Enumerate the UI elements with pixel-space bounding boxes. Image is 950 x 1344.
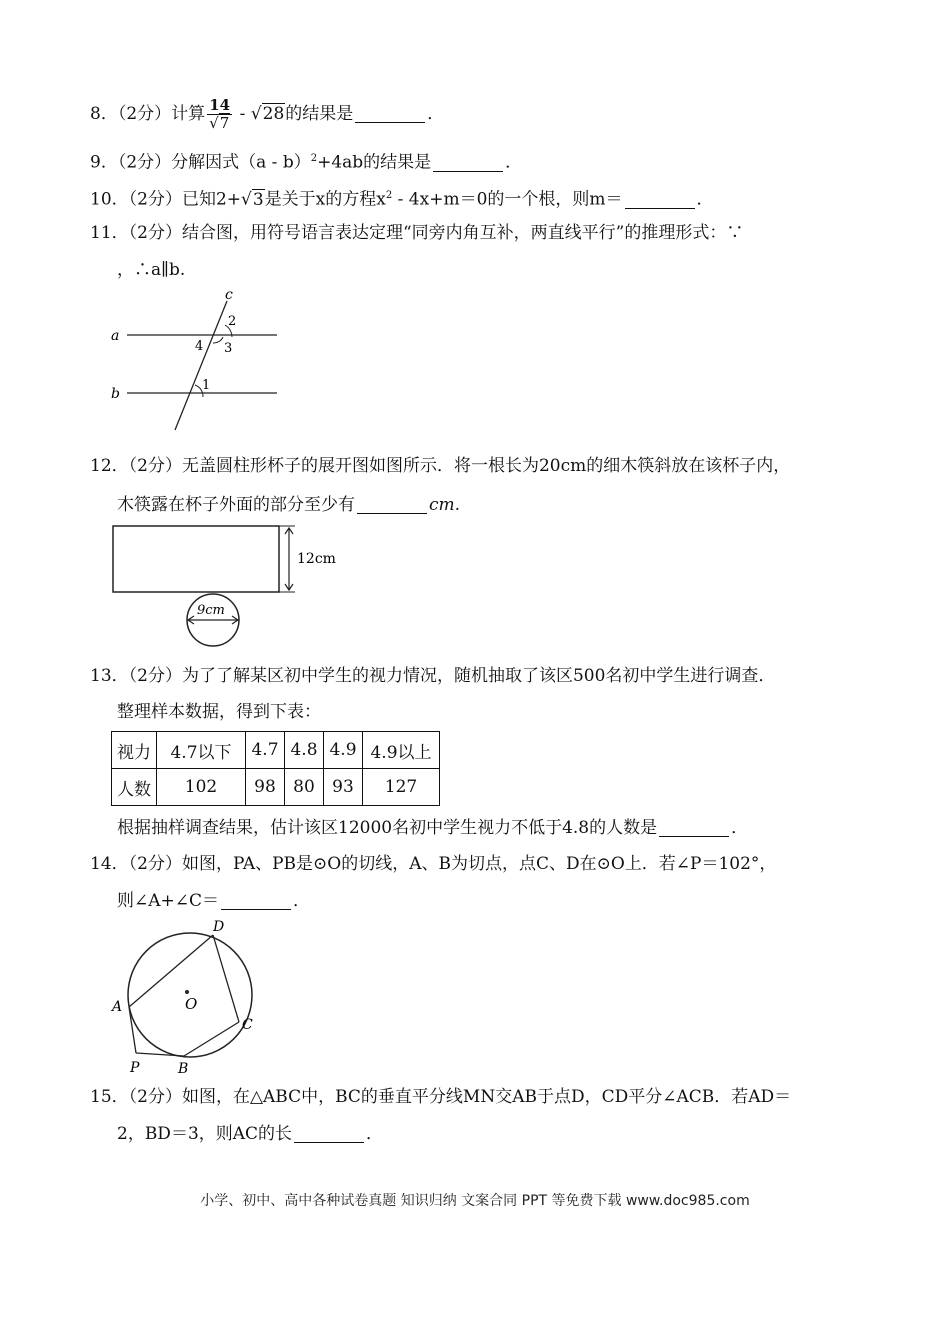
- table-cell: 4.9: [324, 732, 363, 769]
- question-15-line2: 2，BD＝3，则AC的长 ．: [117, 1124, 384, 1144]
- table-cell: 4.7以下: [157, 732, 246, 769]
- table-cell: 4.8: [285, 732, 324, 769]
- q8-minus: -: [234, 104, 251, 124]
- question-11-line1: 11．（2分）结合图，用符号语言表达定理“同旁内角互补，两直线平行”的推理形式：∵: [90, 223, 744, 243]
- parallel-lines-figure: [105, 285, 285, 435]
- q8-tail: 的结果是: [285, 104, 354, 124]
- q10-mid: 是关于x的方程x: [264, 189, 386, 210]
- table-cell: 102: [157, 769, 246, 806]
- table-cell: 4.7: [246, 732, 285, 769]
- diameter-label: 9cm: [197, 603, 225, 618]
- fraction-denominator: 7: [219, 114, 230, 132]
- label-C: C: [242, 1017, 253, 1033]
- answer-blank[interactable]: [294, 1124, 364, 1143]
- q8-sqrt-value: 28: [262, 104, 285, 124]
- table-cell: 人数: [112, 769, 157, 806]
- question-14-line1: 14．（2分）如图，PA、PB是⊙O的切线，A、B为切点，点C、D在⊙O上．若∠P＝102°，: [90, 854, 777, 874]
- angle-4: 4: [195, 339, 204, 354]
- label-B: B: [178, 1061, 189, 1075]
- label-P: P: [130, 1060, 140, 1075]
- q9-text: 9．（2分）分解因式（a - b）: [90, 152, 311, 173]
- height-label: 12cm: [297, 551, 336, 567]
- label-D: D: [213, 919, 225, 935]
- table-cell: 4.9以上: [363, 732, 440, 769]
- angle-3: 3: [224, 341, 233, 356]
- fraction: $\frac{14}{√7}$: [207, 97, 232, 132]
- question-13-line3: 根据抽样调查结果，估计该区12000名初中学生视力不低于4.8的人数是 ．: [117, 818, 749, 838]
- label-b: b: [111, 386, 120, 402]
- answer-blank[interactable]: [433, 153, 503, 172]
- answer-blank[interactable]: [659, 818, 729, 837]
- question-12-line1: 12．（2分）无盖圆柱形杯子的展开图如图所示．将一根长为20cm的细木筷斜放在该杯子内，: [90, 456, 791, 476]
- q8-prefix: 8．（2分）计算: [90, 104, 206, 124]
- question-9: 9．（2分）分解因式（a - b）$^2$+4ab的结果是 ．: [90, 152, 523, 173]
- cup-net-figure: [105, 522, 345, 652]
- table-cell: 98: [246, 769, 285, 806]
- question-11-line2: ，∴a∥b.: [117, 260, 186, 280]
- answer-blank[interactable]: [221, 891, 291, 910]
- label-A: A: [112, 999, 123, 1015]
- q10-sqrt-value: 3: [252, 189, 264, 210]
- circle-tangent-figure: [105, 915, 275, 1075]
- question-14-line2: 则∠A+∠C＝ ．: [117, 891, 311, 911]
- q10-pre: 10．（2分）已知2+: [90, 189, 242, 210]
- fraction-numerator: 14: [207, 97, 232, 115]
- table-cell: 127: [363, 769, 440, 806]
- angle-2: 2: [228, 314, 237, 329]
- table-header-row: [112, 732, 440, 769]
- label-O: O: [185, 995, 198, 1013]
- angle-1: 1: [202, 378, 211, 393]
- label-a: a: [111, 328, 120, 344]
- q10-tail: - 4x+m＝0的一个根，则m＝: [392, 189, 623, 210]
- question-15-line1: 15．（2分）如图，在△ABC中，BC的垂直平分线MN交AB于点D，CD平分∠ACB．若AD＝: [90, 1087, 792, 1107]
- table-row: [112, 769, 440, 806]
- answer-blank[interactable]: [355, 104, 425, 123]
- answer-blank[interactable]: [357, 495, 427, 514]
- table-cell: 93: [324, 769, 363, 806]
- table-cell: 视力: [112, 732, 157, 769]
- question-8: 8．（2分）计算 $\frac{14}{√7}$ - √28的结果是 ．: [90, 96, 445, 132]
- question-13-line1: 13．（2分）为了了解某区初中学生的视力情况，随机抽取了该区500名初中学生进行调查．: [90, 666, 776, 686]
- q9-tail: +4ab的结果是: [317, 152, 432, 173]
- vision-table: [111, 731, 440, 806]
- label-c: c: [225, 287, 233, 303]
- question-12-line2: 木筷露在杯子外面的部分至少有 cm.: [117, 495, 461, 515]
- page-footer: 小学、初中、高中各种试卷真题 知识归纳 文案合同 PPT 等免费下载 www.doc985.com: [200, 1193, 750, 1209]
- question-13-line2: 整理样本数据，得到下表：: [117, 702, 321, 722]
- question-10: 10．（2分）已知2+√3是关于x的方程$x^2 - 4x+m=0$的一个根，则m＝ ．: [90, 189, 714, 210]
- answer-blank[interactable]: [625, 190, 695, 209]
- table-cell: 80: [285, 769, 324, 806]
